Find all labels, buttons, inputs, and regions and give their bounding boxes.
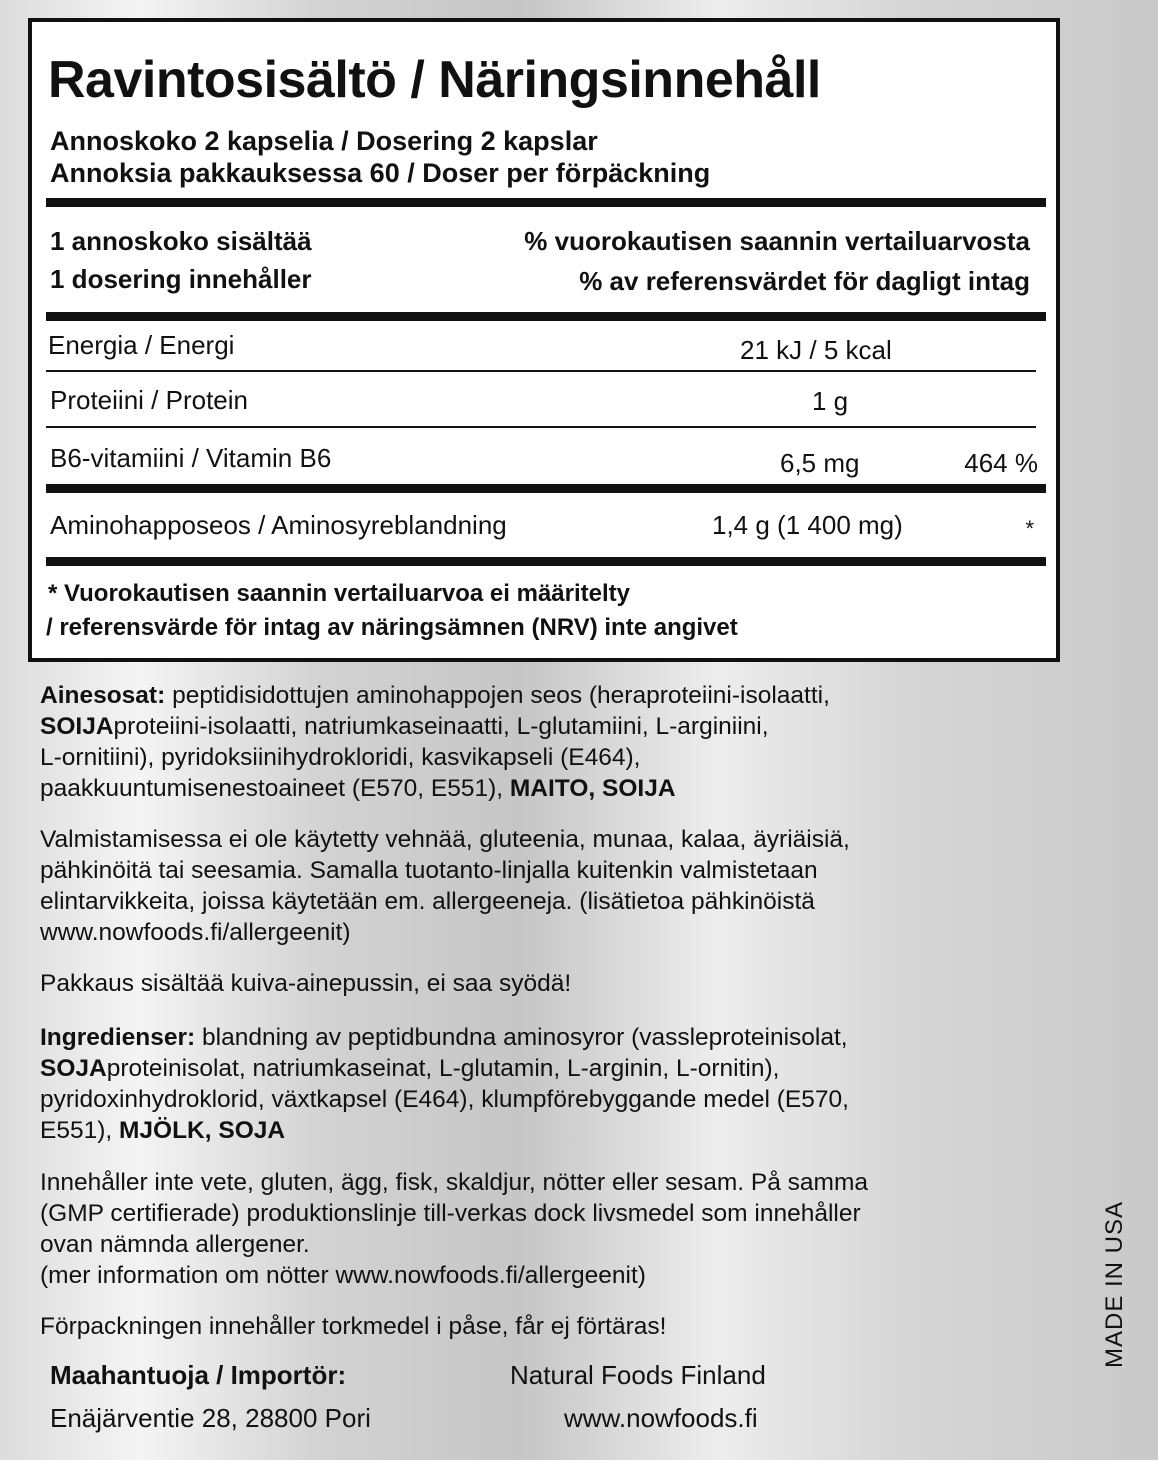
allergen-fi-line: Valmistamisessa ei ole käytetty vehnää, gluteenia, munaa, kalaa, äyriäisiä, (40, 826, 850, 853)
row-name-protein: Proteiini / Protein (50, 385, 248, 415)
allergen-fi-line: elintarvikkeita, joissa käytetään em. allergeeneja. (lisätietoa pähkinöistä (40, 888, 815, 915)
servings-per-container: Annoksia pakkauksessa 60 / Doser per förpäckning (50, 158, 711, 188)
divider-thick (46, 557, 1046, 566)
made-in-label: MADE IN USA (1101, 1200, 1128, 1368)
allergen-fi-line: pähkinöitä tai seesamia. Samalla tuotanto-linjalla kuitenkin valmistetaan (40, 857, 818, 884)
importer-company: Natural Foods Finland (510, 1360, 766, 1390)
ingredients-fi (40, 680, 1050, 804)
desiccant-sv-line: Förpackningen innehåller torkmedel i påse, får ej förtäras! (40, 1313, 667, 1340)
allergen-soy: SOIJA (602, 775, 676, 802)
divider-thin (46, 370, 1036, 372)
footnote-line-1: * Vuorokautisen saannin vertailuarvoa ei määritelty (48, 580, 630, 607)
divider-thick (46, 198, 1046, 207)
row-amount-amino-blend: 1,4 g (1 400 mg) (712, 510, 903, 540)
allergen-sv-line: (mer information om nötter www.nowfoods.fi/allergeenit) (40, 1262, 646, 1289)
allergen-statement-sv (40, 1167, 1050, 1291)
allergen-sv-line: (GMP certifierade) produktionslinje till-verkas dock livsmedel som innehåller (40, 1200, 861, 1227)
ingredients-fi-label: Ainesosat: (40, 682, 166, 709)
ingredients-fi-line (40, 711, 1050, 742)
divider-thick (46, 484, 1046, 493)
ingredients-sv (40, 1022, 1050, 1146)
ingredients-fi-line: L-ornitiini), pyridoksiinihydrokloridi, kasvikapseli (E464), (40, 744, 641, 771)
importer-label: Maahantuoja / Importör: (50, 1360, 347, 1390)
allergen-statement-fi (40, 824, 1050, 948)
allergen-fi-line: www.nowfoods.fi/allergeenit) (40, 919, 351, 946)
ingredients-sv-line (40, 1053, 1050, 1084)
desiccant-warning-sv (40, 1311, 1050, 1342)
header-left-2: 1 dosering innehåller (50, 264, 312, 294)
footnote-line-2: / referensvärde för intag av näringsämnen (NRV) inte angivet (46, 614, 738, 641)
nutrition-facts-panel (28, 18, 1060, 662)
divider-thick (46, 312, 1046, 321)
ingredients-fi-line (40, 680, 1050, 711)
importer-website: www.nowfoods.fi (564, 1403, 758, 1433)
ingredients-sv-text: proteinisolat, natriumkaseinat, L-glutamin, L-arginin, L-ornitin), (106, 1055, 780, 1082)
desiccant-warning-fi (40, 968, 1050, 999)
allergen-milk: MJÖLK (119, 1117, 205, 1144)
allergen-soy: SOJA (40, 1055, 107, 1082)
row-amount-energy: 21 kJ / 5 kcal (740, 335, 892, 365)
allergen-sv-line: Innehåller inte vete, gluten, ägg, fisk, skaldjur, nötter eller sesam. På samma (40, 1169, 868, 1196)
nutrition-title: Ravintosisältö / Näringsinnehåll (48, 51, 821, 109)
row-name-energy: Energia / Energi (48, 330, 235, 360)
ingredients-fi-text: peptidisidottujen aminohappojen seos (heraproteiini-isolaatti, (165, 682, 830, 709)
row-percent-vitamin-b6: 464 % (964, 448, 1038, 478)
row-percent-amino-blend: * (1025, 516, 1034, 541)
ingredients-sv-label: Ingredienser: (40, 1024, 196, 1051)
row-amount-protein: 1 g (812, 386, 849, 416)
ingredients-sv-line: pyridoxinhydroklorid, växtkapsel (E464), klumpförebyggande medel (E570, (40, 1086, 849, 1113)
row-name-vitamin-b6: B6-vitamiini / Vitamin B6 (50, 443, 332, 473)
allergen-soy: SOJA (218, 1117, 286, 1144)
ingredients-fi-line (40, 773, 1050, 804)
row-name-amino-blend: Aminohapposeos / Aminosyreblandning (50, 510, 507, 540)
header-right-1: % vuorokautisen saannin vertailuarvosta (524, 226, 1030, 256)
ingredients-sv-text: blandning av peptidbundna aminosyror (vassleproteinisolat, (195, 1024, 848, 1051)
separator: , (204, 1117, 219, 1144)
header-right-2: % av referensvärdet för dagligt intag (579, 266, 1030, 296)
importer-address: Enäjärventie 28, 28800 Pori (50, 1403, 371, 1433)
ingredients-sv-text: E551), (40, 1117, 119, 1144)
allergen-soy: SOIJA (40, 713, 114, 740)
row-amount-vitamin-b6: 6,5 mg (780, 448, 860, 478)
divider-thin (46, 426, 1036, 428)
desiccant-fi-line: Pakkaus sisältää kuiva-ainepussin, ei saa syödä! (40, 970, 572, 997)
header-left-1: 1 annoskoko sisältää (50, 226, 312, 256)
allergen-milk: MAITO (509, 775, 589, 802)
separator: , (588, 775, 603, 802)
ingredients-fi-text: paakkuuntumisenestoaineet (E570, E551), (40, 775, 510, 802)
allergen-sv-line: ovan nämnda allergener. (40, 1231, 310, 1258)
ingredients-sv-line (40, 1115, 1050, 1146)
ingredients-sv-line (40, 1022, 1050, 1053)
serving-size: Annoskoko 2 kapselia / Dosering 2 kapslar (50, 126, 598, 156)
ingredients-fi-text: proteiini-isolaatti, natriumkaseinaatti, L-glutamiini, L-arginiini, (113, 713, 769, 740)
